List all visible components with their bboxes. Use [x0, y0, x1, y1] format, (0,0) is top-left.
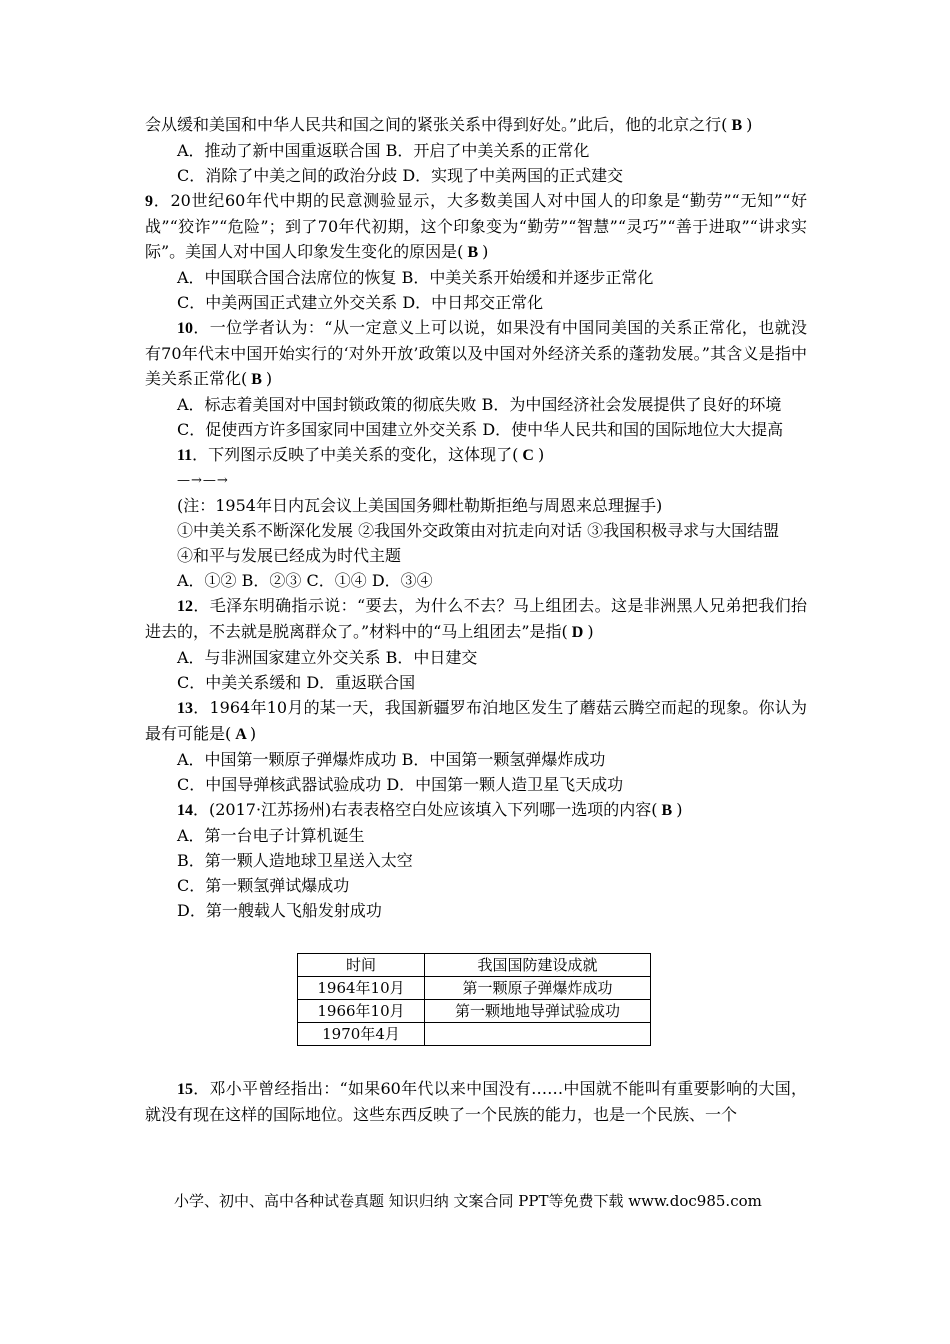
q9-stem: 9．20世纪60年代中期的民意测验显示，大多数美国人对中国人的印象是“勤劳”“无知”“好战”“狡诈”“危险”；到了70年代初期，这个印象变为“勤劳”“智慧”“灵巧”“善于进取”“讲求实际”。美国人对中国人印象发生变化的原因是( B )	[145, 191, 807, 261]
q14-option-d: D．第一艘载人飞船发射成功	[177, 901, 382, 920]
table-row	[298, 1023, 651, 1046]
question-number: 10	[177, 320, 193, 337]
q10-stem: 10．一位学者认为：“从一定意义上可以说，如果没有中国同美国的关系正常化，也就没有70年代末中国开始实行的‘对外开放’政策以及中国对外经济关系的蓬勃发展。”其含义是指中美关系正常化( B )	[145, 318, 807, 388]
q13-option-cd: C．中国导弹核武器试验成功 D．中国第一颗人造卫星飞天成功	[177, 775, 624, 794]
answer: B	[463, 244, 483, 261]
table-cell: 1964年10月	[298, 977, 425, 1000]
q14-stem: 14．(2017·江苏扬州)右表表格空白处应该填入下列哪一选项的内容( B )	[177, 800, 683, 819]
table-cell-blank	[425, 1023, 651, 1046]
question-number: 15	[177, 1081, 193, 1098]
q14-option-c: C．第一颗氢弹试爆成功	[177, 876, 350, 895]
question-number: 14	[177, 802, 193, 819]
q12-option-cd: C．中美关系缓和 D．重返联合国	[177, 673, 416, 692]
answer: B	[657, 802, 677, 819]
table-header-cell: 时间	[298, 954, 425, 977]
defense-achievements-table	[297, 953, 651, 1046]
table-cell: 第一颗地地导弹试验成功	[425, 1000, 651, 1023]
q13-option-ab: A．中国第一颗原子弹爆炸成功 B．中国第一颗氢弹爆炸成功	[177, 750, 606, 769]
answer: B	[727, 117, 747, 134]
answer: A	[231, 726, 250, 743]
table-cell: 第一颗原子弹爆炸成功	[425, 977, 651, 1000]
answer: B	[247, 371, 266, 388]
q13-stem: 13．1964年10月的某一天，我国新疆罗布泊地区发生了蘑菇云腾空而起的现象。你认为最有可能是( A )	[145, 698, 807, 743]
question-number: 13	[177, 700, 193, 717]
q10-option-ab: A．标志着美国对中国封锁政策的彻底失败 B．为中国经济社会发展提供了良好的环境	[177, 395, 782, 414]
q11-options: A．①② B．②③ C．①④ D．③④	[177, 571, 433, 590]
q11-statement-4: ④和平与发展已经成为时代主题	[177, 546, 402, 565]
question-number: 9	[145, 193, 153, 210]
table-cell: 1966年10月	[298, 1000, 425, 1023]
q12-stem: 12．毛泽东明确指示说：“要去，为什么不去？马上组团去。这是非洲黑人兄弟把我们抬进去的，不去就是脱离群众了。”材料中的“马上组团去”是指( D )	[145, 596, 807, 641]
q8-option-cd: C．消除了中美之间的政治分歧 D．实现了中美两国的正式建交	[177, 166, 624, 185]
question-number: 12	[177, 598, 193, 615]
question-number: 11	[177, 447, 193, 464]
q14-option-b: B．第一颗人造地球卫星送入太空	[177, 851, 413, 870]
q8-stem-tail: 会从缓和美国和中华人民共和国之间的紧张关系中得到好处。”此后，他的北京之行( B )	[145, 115, 753, 134]
relation-arrows: —→—→	[177, 473, 229, 488]
q15-stem: 15．邓小平曾经指出：“如果60年代以来中国没有……中国就不能叫有重要影响的大国，就没有现在这样的国际地位。这些东西反映了一个民族的能力，也是一个民族、一个	[145, 1079, 807, 1124]
q11-note: (注：1954年日内瓦会议上美国国务卿杜勒斯拒绝与周恩来总理握手)	[177, 496, 663, 515]
table-header-row	[298, 954, 651, 977]
q11-statements: ①中美关系不断深化发展 ②我国外交政策由对抗走向对话 ③我国积极寻求与大国结盟	[177, 521, 780, 540]
page-footer: 小学、初中、高中各种试卷真题 知识归纳 文案合同 PPT等免费下载 www.doc985.com	[174, 1192, 762, 1210]
table-row	[298, 977, 651, 1000]
q8-option-ab: A．推动了新中国重返联合国 B．开启了中美关系的正常化	[177, 141, 590, 160]
q11-stem: 11．下列图示反映了中美关系的变化，这体现了( C )	[177, 445, 545, 464]
table-row	[298, 1000, 651, 1023]
answer: D	[567, 624, 588, 641]
q9-option-cd: C．中美两国正式建立外交关系 D．中日邦交正常化	[177, 293, 544, 312]
q14-option-a: A．第一台电子计算机诞生	[177, 826, 365, 845]
table-cell: 1970年4月	[298, 1023, 425, 1046]
table-header-cell: 我国国防建设成就	[425, 954, 651, 977]
q12-option-ab: A．与非洲国家建立外交关系 B．中日建交	[177, 648, 478, 667]
page-content	[145, 112, 807, 1127]
answer: C	[518, 447, 538, 464]
q10-option-cd: C．促使西方许多国家同中国建立外交关系 D．使中华人民共和国的国际地位大大提高	[177, 420, 784, 439]
q9-option-ab: A．中国联合国合法席位的恢复 B．中美关系开始缓和并逐步正常化	[177, 268, 654, 287]
